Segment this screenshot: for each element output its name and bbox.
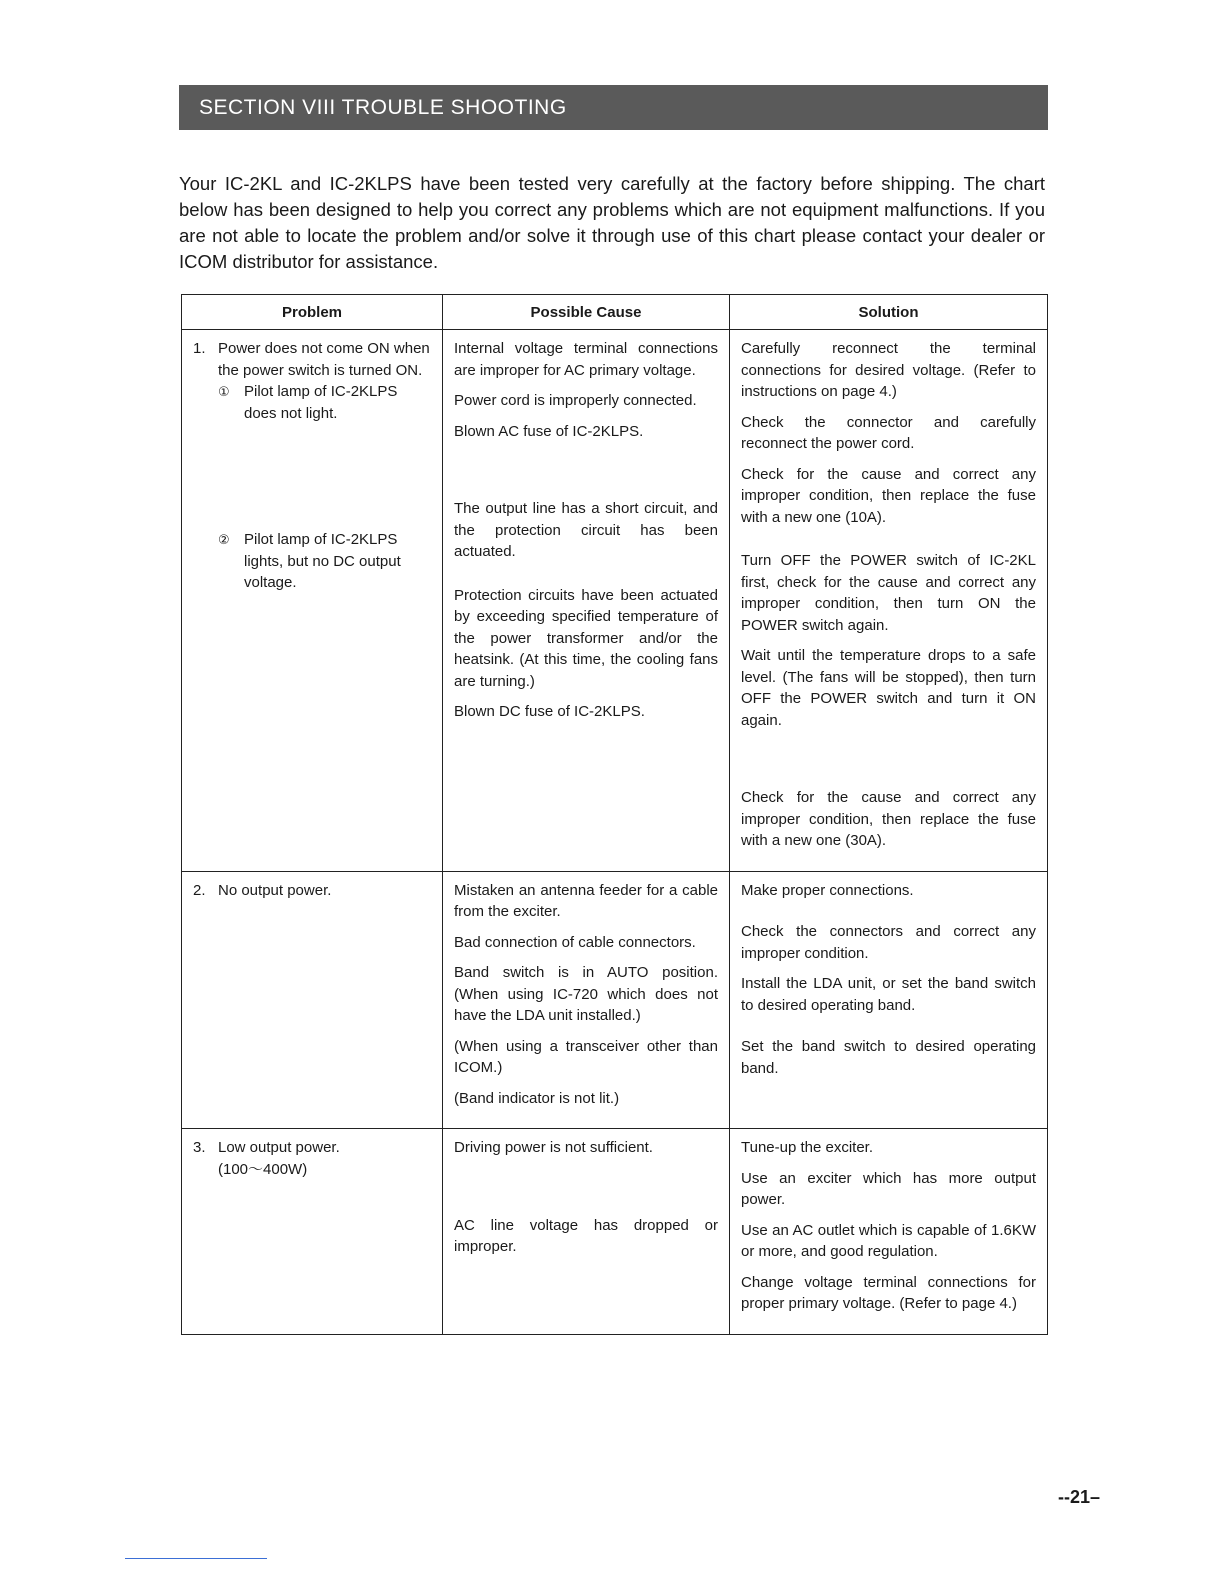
solution-item: Check the connectors and correct any improper condition. xyxy=(741,923,1036,962)
solution-item: Check for the cause and correct any improper condition, then replace the fuse with a new one (30A). xyxy=(741,789,1036,849)
cause-item: Power cord is improperly connected. xyxy=(454,392,697,409)
cause-item: Protection circuits have been actuated by exceeding specified temperature of the power transformer and/or the heatsink. (At this time, the cooling fans are turning.) xyxy=(454,586,718,690)
header-problem: Problem xyxy=(182,295,443,330)
cause-item: Internal voltage terminal connections are improper for AC primary voltage. xyxy=(454,340,718,379)
header-possible-cause: Possible Cause xyxy=(443,295,730,330)
solution-item: Change voltage terminal connections for proper primary voltage. (Refer to page 4.) xyxy=(741,1273,1036,1312)
cause-item: Bad connection of cable connectors. xyxy=(454,933,696,951)
section-header xyxy=(179,85,1048,130)
cause-cell xyxy=(443,1129,730,1335)
solution-cell xyxy=(730,1129,1048,1335)
cause-item: Band switch is in AUTO position. (When using IC-720 which does not have the LDA unit installed.) xyxy=(454,964,718,1024)
sub-problem-text: Pilot lamp of IC-2KLPS lights, but no DC output voltage. xyxy=(244,531,401,591)
cause-item: The output line has a short circuit, and the protection circuit has been actuated. xyxy=(454,500,718,560)
cause-item: Blown DC fuse of IC-2KLPS. xyxy=(454,703,645,720)
solution-item: Tune-up the exciter. xyxy=(741,1139,874,1156)
problem-subtext xyxy=(193,1159,431,1181)
solution-item: Carefully reconnect the terminal connections for desired voltage. (Refer to instructions on page 4.) xyxy=(741,340,1036,400)
table-row xyxy=(182,1129,1048,1335)
sub-problem xyxy=(193,529,431,594)
footer-divider xyxy=(125,1558,267,1559)
problem-description: Low output power. xyxy=(218,1139,340,1156)
problem-cell xyxy=(182,1129,443,1335)
problem-number: 2. xyxy=(193,881,206,899)
problem-cell xyxy=(182,871,443,1129)
cause-item: Mistaken an antenna feeder for a cable from the exciter. xyxy=(454,881,718,920)
problem-text xyxy=(193,338,431,381)
cause-item: AC line voltage has dropped or improper. xyxy=(454,1216,718,1255)
cause-cell xyxy=(443,330,730,872)
solution-item: Install the LDA unit, or set the band switch to desired operating band. xyxy=(741,975,1036,1014)
table-header-row xyxy=(182,295,1048,330)
cause-cell xyxy=(443,871,730,1129)
intro-paragraph: Your IC-2KL and IC-2KLPS have been tested very carefully at the factory before shipping. The chart below has been designed to help you correct any problems which are not equipment malfunctions. If you are not able to locate the problem and/or solve it through use of this chart please contact your dealer or ICOM distributor for assistance. xyxy=(179,173,1045,272)
cause-item: (When using a transceiver other than ICOM.) xyxy=(454,1037,718,1076)
table-row xyxy=(182,330,1048,872)
circled-number: ① xyxy=(218,384,230,399)
solution-item: Make proper connections. xyxy=(741,881,914,899)
sub-problem xyxy=(193,381,431,424)
solution-cell xyxy=(730,330,1048,872)
problem-number: 1. xyxy=(193,340,206,357)
cause-item: Blown AC fuse of IC-2KLPS. xyxy=(454,422,644,440)
problem-number: 3. xyxy=(193,1139,206,1156)
problem-text xyxy=(193,880,431,902)
problem-text xyxy=(193,1137,431,1159)
cause-item: Driving power is not sufficient. xyxy=(454,1139,653,1156)
sub-problem-text: Pilot lamp of IC-2KLPS does not light. xyxy=(244,383,398,422)
solution-item: Turn OFF the POWER switch of IC-2KL first, check for the cause and correct any improper condition, then turn ON the POWER switch again. xyxy=(741,552,1036,634)
solution-item: Use an exciter which has more output power. xyxy=(741,1169,1036,1208)
cause-item: (Band indicator is not lit.) xyxy=(454,1089,620,1107)
problem-cell xyxy=(182,330,443,872)
circled-number: ② xyxy=(218,532,230,547)
solution-item: Check the connector and carefully reconnect the power cord. xyxy=(741,413,1036,452)
section-title: SECTION VIII TROUBLE SHOOTING xyxy=(199,95,567,119)
table-row xyxy=(182,871,1048,1129)
solution-item: Wait until the temperature drops to a safe level. (The fans will be stopped), then turn OFF the POWER switch and turn it ON again. xyxy=(741,647,1036,729)
solution-item: Use an AC outlet which is capable of 1.6KW or more, and good regulation. xyxy=(741,1221,1036,1260)
header-solution: Solution xyxy=(730,295,1048,330)
page-number: --21– xyxy=(1058,1487,1101,1507)
solution-cell xyxy=(730,871,1048,1129)
problem-description: Power does not come ON when the power switch is turned ON. xyxy=(218,340,430,379)
power-range: (100～400W) xyxy=(218,1160,308,1178)
troubleshooting-table xyxy=(181,294,1048,1335)
problem-description: No output power. xyxy=(218,881,332,899)
solution-item: Set the band switch to desired operating band. xyxy=(741,1038,1036,1077)
solution-item: Check for the cause and correct any improper condition, then replace the fuse with a new one (10A). xyxy=(741,465,1036,526)
